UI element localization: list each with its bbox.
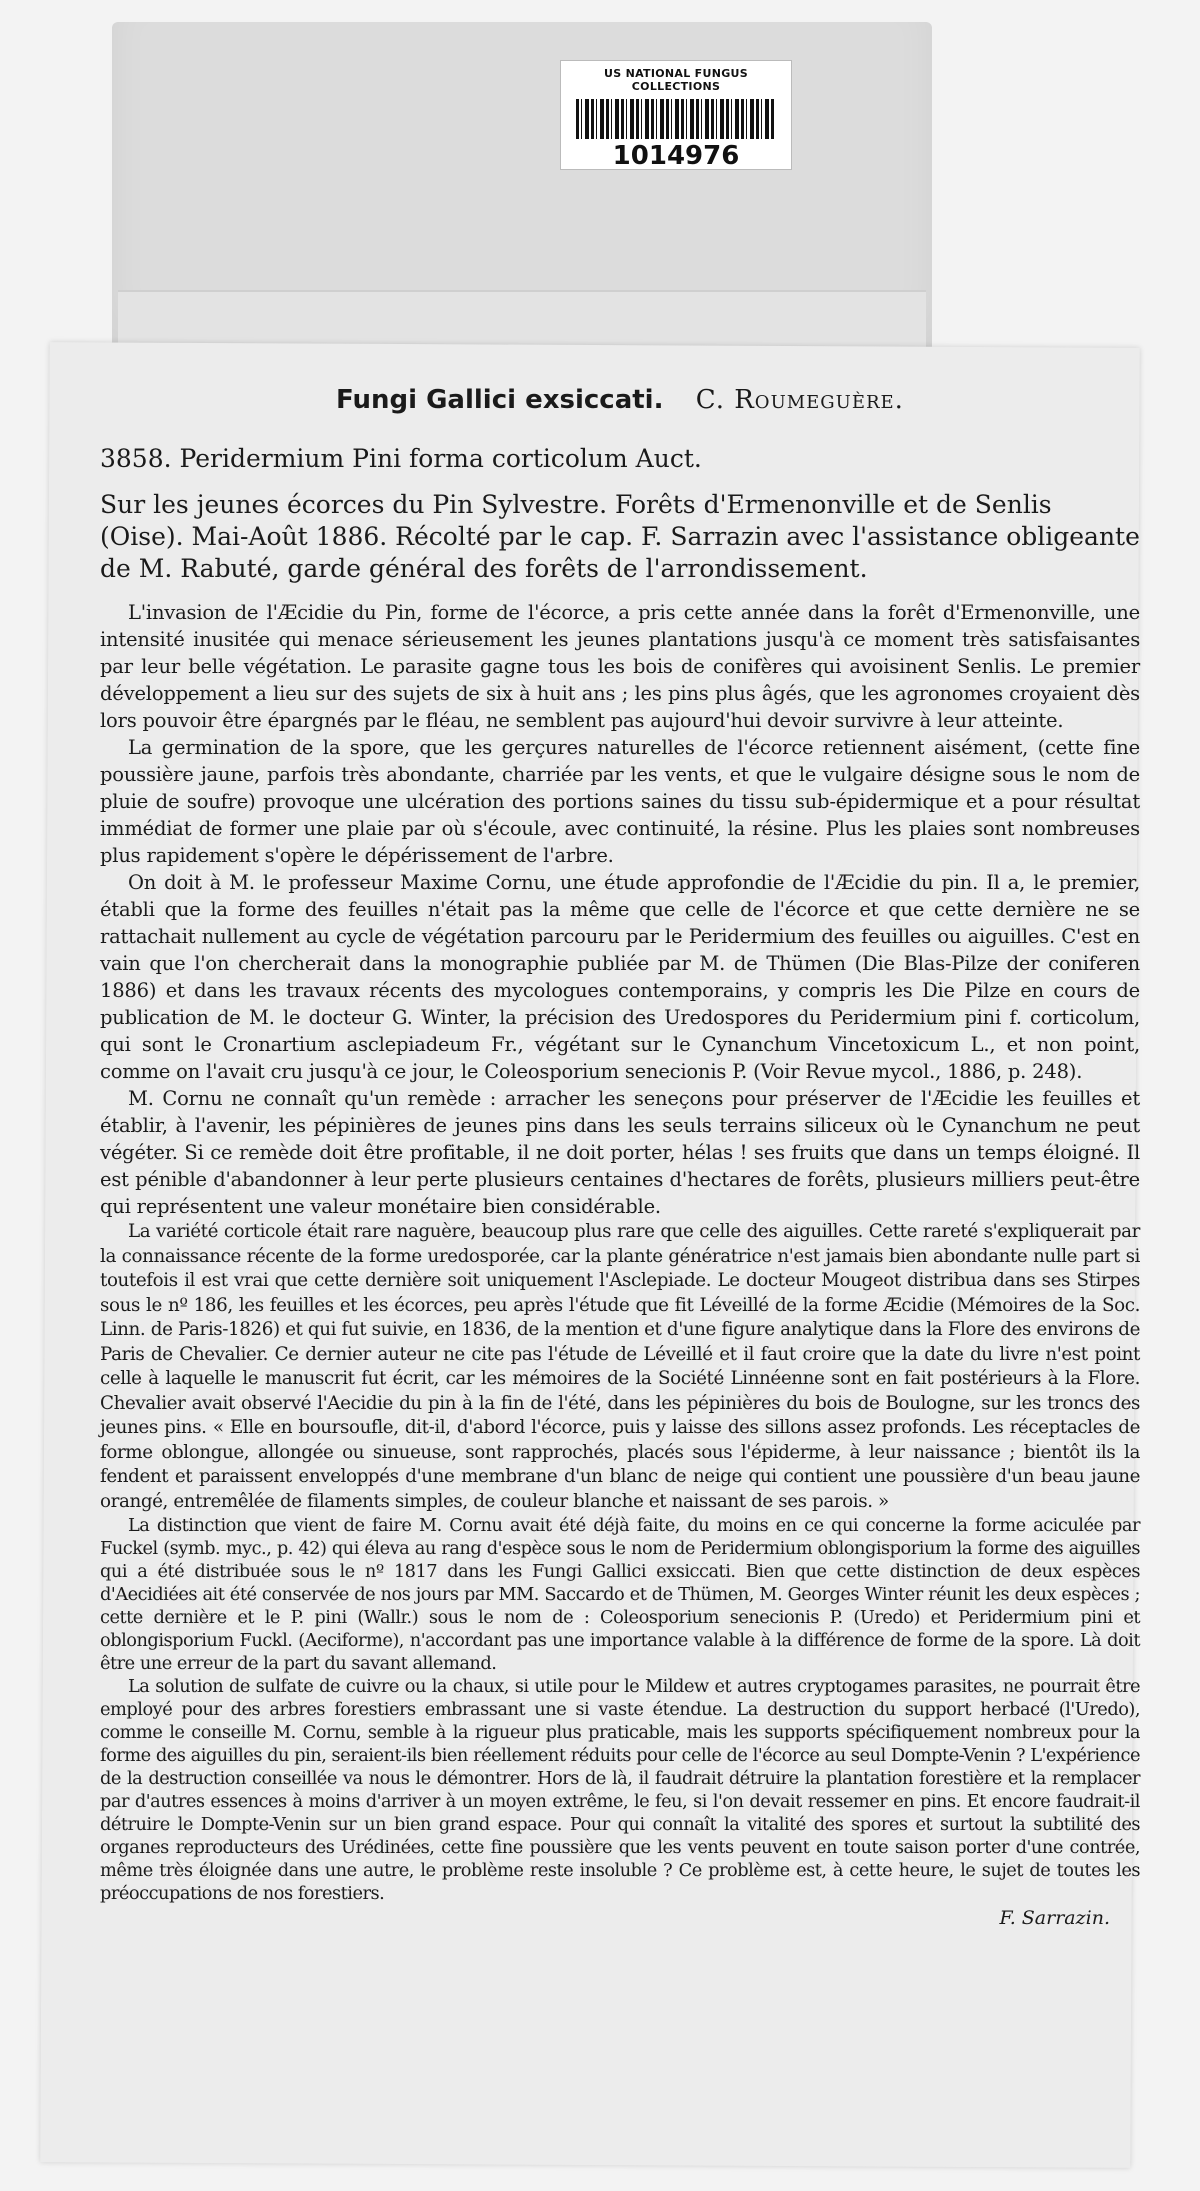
paragraph-germination: La germination de la spore, que les gerçures naturelles de l'écorce retiennent aisément, (cette fine poussière jaune, parfois très abondante, charriée par les vents, et que le vulgaire désigne sous le nom de pluie de soufre) provoque une ulcération des portions saines du tissu sub-épidermique et a pour résultat immédiat de former une plaie par où s'écoule, avec continuité, la résine. Plus les plaies sont nombreuses plus rapidement s'opère le dépérissement de l'arbre. bbox=[100, 736, 1140, 867]
paragraph-distinction: La distinction que vient de faire M. Cornu avait été déjà faite, du moins en ce qui concerne la forme aciculée par Fuckel (symb. myc., p. 42) qui éleva au rang d'espèce sous le nom de Peridermium oblongisporium la forme des aiguilles qui a été distribuée sous le nº 1817 dans les Fungi Gallici exsiccati. Bien que cette distinction de deux espèces d'Aecidiées ait été conservée de nos jours par MM. Saccardo et de Thümen, M. Georges Winter réunit les deux espèces ; cette dernière et le P. pini (Wallr.) sous le nom de : Coleosporium senecionis P. (Uredo) et Peridermium pini et oblongisporium Fuckl. (Aeciforme), n'accordant pas une importance valable à la différence de forme de la spore. Là doit être une erreur de la part du savant allemand. bbox=[100, 1515, 1140, 1674]
specimen-number-name: 3858. Peridermium Pini forma corticolum Auct. bbox=[100, 444, 702, 473]
paragraph-rarity: La variété corticole était rare naguère, beaucoup plus rare que celle des aiguilles. Cette rareté s'expliquerait par la connaissance récente de la forme uredosporée, car la plante génératrice n'est jamais bien abondante nulle part si toutefois il est vrai que cette dernière soit uniquement l'Asclepiade. Le docteur Mougeot distribua dans ses Stirpes sous le nº 186, les feuilles et les écorces, peu après l'étude que fit Léveillé de la forme Æcidie (Mémoires de la Soc. Linn. de Paris-1826) et qui fut suivie, en 1836, de la mention et d'une figure analytique dans la Flore des environs de Paris de Chevalier. Ce dernier auteur ne cite pas l'étude de Léveillé et il faut croire que la date du livre n'est point celle à laquelle le manuscrit fut écrit, car les mémoires de la Société Linnéenne sont en fait postérieurs à la Flore. Chevalier avait observé l'Aecidie du pin à la fin de l'été, dans les pépinières du bois de Boulogne, sur les troncs des jeunes pins. « Elle en boursoufle, dit-il, d'abord l'écorce, puis y laisse des sillons assez profonds. Les réceptacles de forme oblongue, allongée ou sinueuse, sont rapprochés, placés sous l'épiderme, à leur naissance ; bientôt ils la fendent et paraissent enveloppés d'une membrane d'un blanc de neige qui contient une poussière d'un beau jaune orangé, entremêlée de filaments simples, de couleur blanche et naissant de ses parois. » bbox=[100, 1221, 1140, 1512]
collection-name: US NATIONAL FUNGUS COLLECTIONS bbox=[604, 67, 748, 93]
page-title bbox=[100, 385, 1140, 415]
barcode-label bbox=[560, 60, 792, 170]
label-text bbox=[100, 385, 1140, 1929]
specimen-locality: Sur les jeunes écorces du Pin Sylvestre. Forêts d'Ermenonville et de Senlis (Oise). Mai-Août 1886. Récolté par le cap. F. Sarrazin avec l'assistance obligeante de M. Rabuté, garde général des forêts de l'arrondissement. bbox=[100, 490, 1140, 583]
series-title: Fungi Gallici exsiccati. bbox=[336, 385, 664, 415]
paragraph-invasion: L'invasion de l'Æcidie du Pin, forme de l'écorce, a pris cette année dans la forêt d'Ermenonville, une intensité inusitée qui menace sérieusement les jeunes plantations jusqu'à ce moment très satisfaisantes par leur belle végétation. Le parasite gagne tous les bois de conifères qui avoisinent Senlis. Le premier développement a lieu sur des sujets de six à huit ans ; les pins plus âgés, que les agronomes croyaient dès lors pouvoir être épargnés par le fléau, ne semblent pas aujourd'hui devoir survivre à leur atteinte. bbox=[100, 601, 1140, 732]
signature: F. Sarrazin. bbox=[999, 1907, 1110, 1929]
paragraph-cornu-study: On doit à M. le professeur Maxime Cornu, une étude approfondie de l'Æcidie du pin. Il a, le premier, établi que la forme des feuilles n'était pas la même que celle de l'écorce et que cette dernière ne se rattachait nullement au cycle de végétation parcouru par le Peridermium des feuilles ou aiguilles. C'est en vain que l'on chercherait dans la monographie publiée par M. de Thümen (Die Blas-Pilze der coniferen 1886) et dans les travaux récents des mycologues contemporains, y compris les Die Pilze en cours de publication de M. le docteur G. Winter, la précision des Uredospores du Peridermium pini f. corticolum, qui sont le Cronartium asclepiadeum Fr., végétant sur le Cynanchum Vincetoxicum L., et non point, comme on l'avait cru jusqu'à ce jour, le Coleosporium senecionis P. (Voir Revue mycol., 1886, p. 248). bbox=[100, 871, 1140, 1083]
barcode-graphic bbox=[576, 99, 776, 139]
series-author: C. Roumeguère. bbox=[695, 385, 904, 415]
paragraph-solution: La solution de sulfate de cuivre ou la chaux, si utile pour le Mildew et autres cryptogames parasites, ne pourrait être employé pour des arbres forestiers embrassant une si vaste étendue. La destruction du support herbacé (l'Uredo), comme le conseille M. Cornu, semble à la rigueur plus praticable, mais les supports spécifiquement nombreux pour la forme des aiguilles du pin, seraient-ils bien réellement réduits pour celle de l'écorce au seul Dompte-Venin ? L'expérience de la destruction conseillée va nous le démontrer. Hors de là, il faudrait détruire la plantation forestière et la remplacer par d'autres essences à moins d'arriver à un moyen extrême, le feu, si l'on devait ressemer en pins. Et encore faudrait-il détruire le Dompte-Venin sur un bien grand espace. Pour qui connaît la vitalité des spores et surtout la subtilité des organes reproducteurs des Urédinées, cette fine poussière que les vents peuvent en toute saison porter d'une contrée, même très éloignée dans une autre, le problème reste insoluble ? Ce problème est, à cette heure, le sujet de toutes les préoccupations de nos forestiers. bbox=[100, 1676, 1140, 1904]
barcode-number: 1014976 bbox=[612, 141, 740, 171]
paragraph-remedy: M. Cornu ne connaît qu'un remède : arracher les seneçons pour préserver de l'Æcidie les feuilles et établir, à l'avenir, les pépinières de jeunes pins dans les seuls terrains siliceux où le Cynanchum ne peut végéter. Si ce remède doit être profitable, il ne doit porter, hélas ! ses fruits que dans un temps éloigné. Il est pénible d'abandonner à leur perte plusieurs centaines d'hectares de forêts, plusieurs milliers peut-être qui représentent une valeur monétaire bien considérable. bbox=[100, 1087, 1140, 1218]
